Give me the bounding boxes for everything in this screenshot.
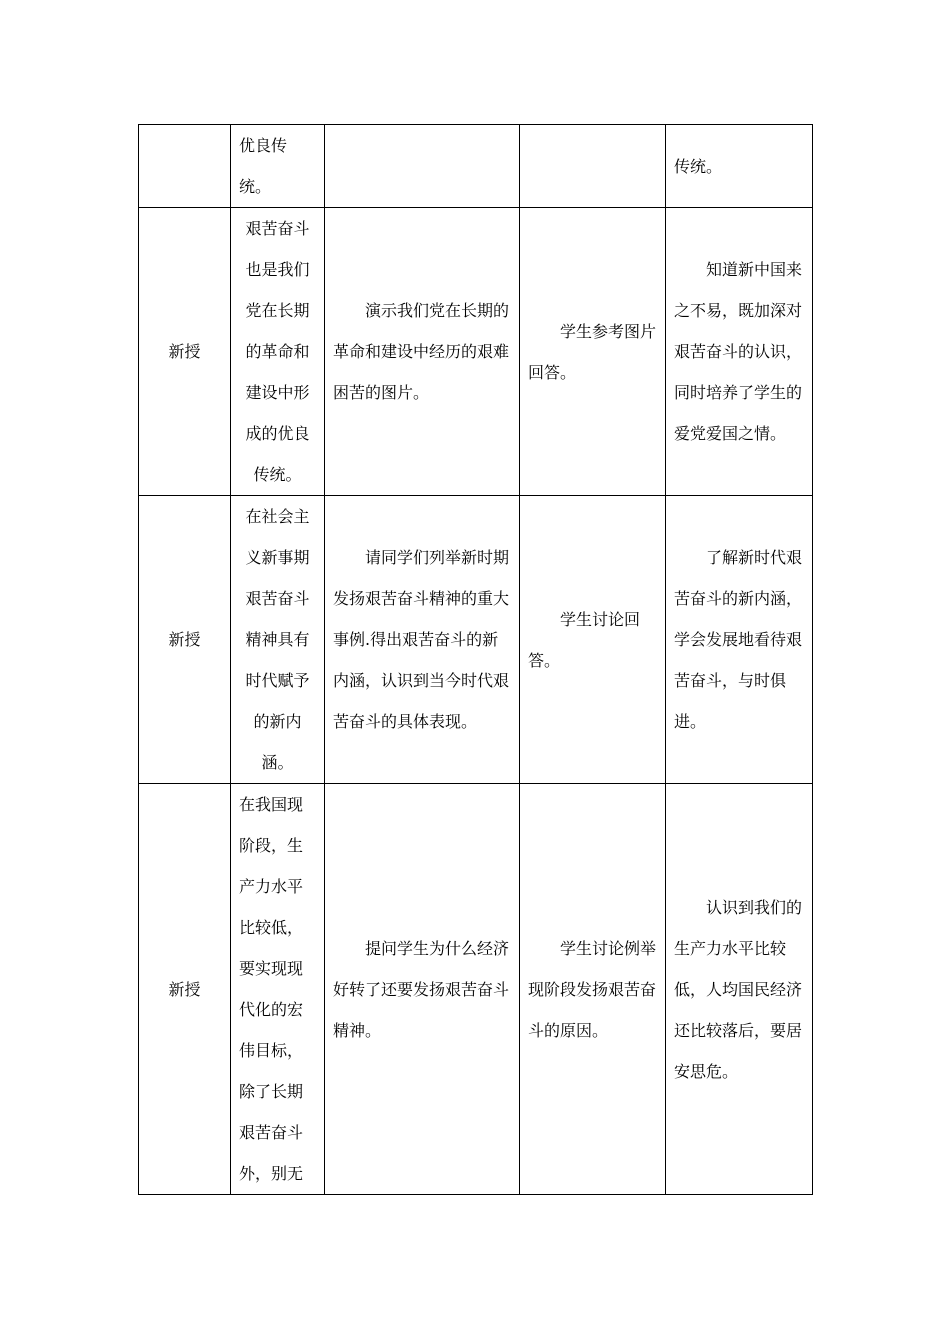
content-line: 优良传 bbox=[239, 136, 288, 155]
content-line: 精神具有 bbox=[245, 630, 310, 649]
content-line: 成的优良 bbox=[245, 424, 310, 443]
purpose-cell: 传统。 bbox=[666, 125, 813, 208]
content-line: 艰苦奋斗 bbox=[239, 1123, 304, 1142]
content-line: 艰苦奋斗 bbox=[245, 589, 310, 608]
table-row bbox=[139, 125, 813, 208]
content-line: 外，别无 bbox=[239, 1164, 304, 1183]
content-line: 代化的宏 bbox=[239, 1000, 304, 1019]
content-cell bbox=[231, 208, 325, 496]
purpose-cell: 知道新中国来之不易，既加深对艰苦奋斗的认识，同时培养了学生的爱党爱国之情。 bbox=[666, 208, 813, 496]
lesson-plan-table bbox=[138, 124, 813, 1195]
content-cell bbox=[231, 125, 325, 208]
content-line: 涵。 bbox=[261, 753, 294, 772]
content-line: 党在长期 bbox=[245, 301, 310, 320]
content-line: 要实现现 bbox=[239, 959, 304, 978]
content-line: 义新事期 bbox=[245, 548, 310, 567]
content-line: 比较低， bbox=[239, 918, 304, 937]
content-cell bbox=[231, 496, 325, 784]
content-line: 统。 bbox=[239, 177, 272, 196]
content-line: 建设中形 bbox=[245, 383, 310, 402]
content-line: 除了长期 bbox=[239, 1082, 304, 1101]
stage-cell bbox=[139, 125, 231, 208]
table-row bbox=[139, 784, 813, 1195]
content-line: 的革命和 bbox=[245, 342, 310, 361]
stage-cell: 新授 bbox=[139, 208, 231, 496]
stage-cell: 新授 bbox=[139, 496, 231, 784]
teacher-activity-cell bbox=[325, 125, 520, 208]
teacher-activity-cell: 提问学生为什么经济好转了还要发扬艰苦奋斗精神。 bbox=[325, 784, 520, 1195]
student-activity-cell: 学生参考图片回答。 bbox=[520, 208, 666, 496]
student-activity-cell: 学生讨论例举现阶段发扬艰苦奋斗的原因。 bbox=[520, 784, 666, 1195]
stage-cell: 新授 bbox=[139, 784, 231, 1195]
content-line: 阶段，生 bbox=[239, 836, 304, 855]
table-row bbox=[139, 496, 813, 784]
content-line: 传统。 bbox=[253, 465, 302, 484]
content-line: 产力水平 bbox=[239, 877, 304, 896]
content-line: 伟目标， bbox=[239, 1041, 304, 1060]
table-row bbox=[139, 208, 813, 496]
content-cell bbox=[231, 784, 325, 1195]
content-line: 的新内 bbox=[253, 712, 302, 731]
content-line: 也是我们 bbox=[245, 260, 310, 279]
teacher-activity-cell: 请同学们列举新时期发扬艰苦奋斗精神的重大事例.得出艰苦奋斗的新内涵，认识到当今时代艰苦奋斗的具体表现。 bbox=[325, 496, 520, 784]
content-line: 在我国现 bbox=[239, 795, 304, 814]
student-activity-cell bbox=[520, 125, 666, 208]
purpose-cell: 了解新时代艰苦奋斗的新内涵，学会发展地看待艰苦奋斗，与时俱进。 bbox=[666, 496, 813, 784]
teacher-activity-cell: 演示我们党在长期的革命和建设中经历的艰难困苦的图片。 bbox=[325, 208, 520, 496]
content-line: 在社会主 bbox=[245, 507, 310, 526]
content-line: 艰苦奋斗 bbox=[245, 219, 310, 238]
content-line: 时代赋予 bbox=[245, 671, 310, 690]
purpose-cell: 认识到我们的生产力水平比较低，人均国民经济还比较落后，要居安思危。 bbox=[666, 784, 813, 1195]
student-activity-cell: 学生讨论回答。 bbox=[520, 496, 666, 784]
